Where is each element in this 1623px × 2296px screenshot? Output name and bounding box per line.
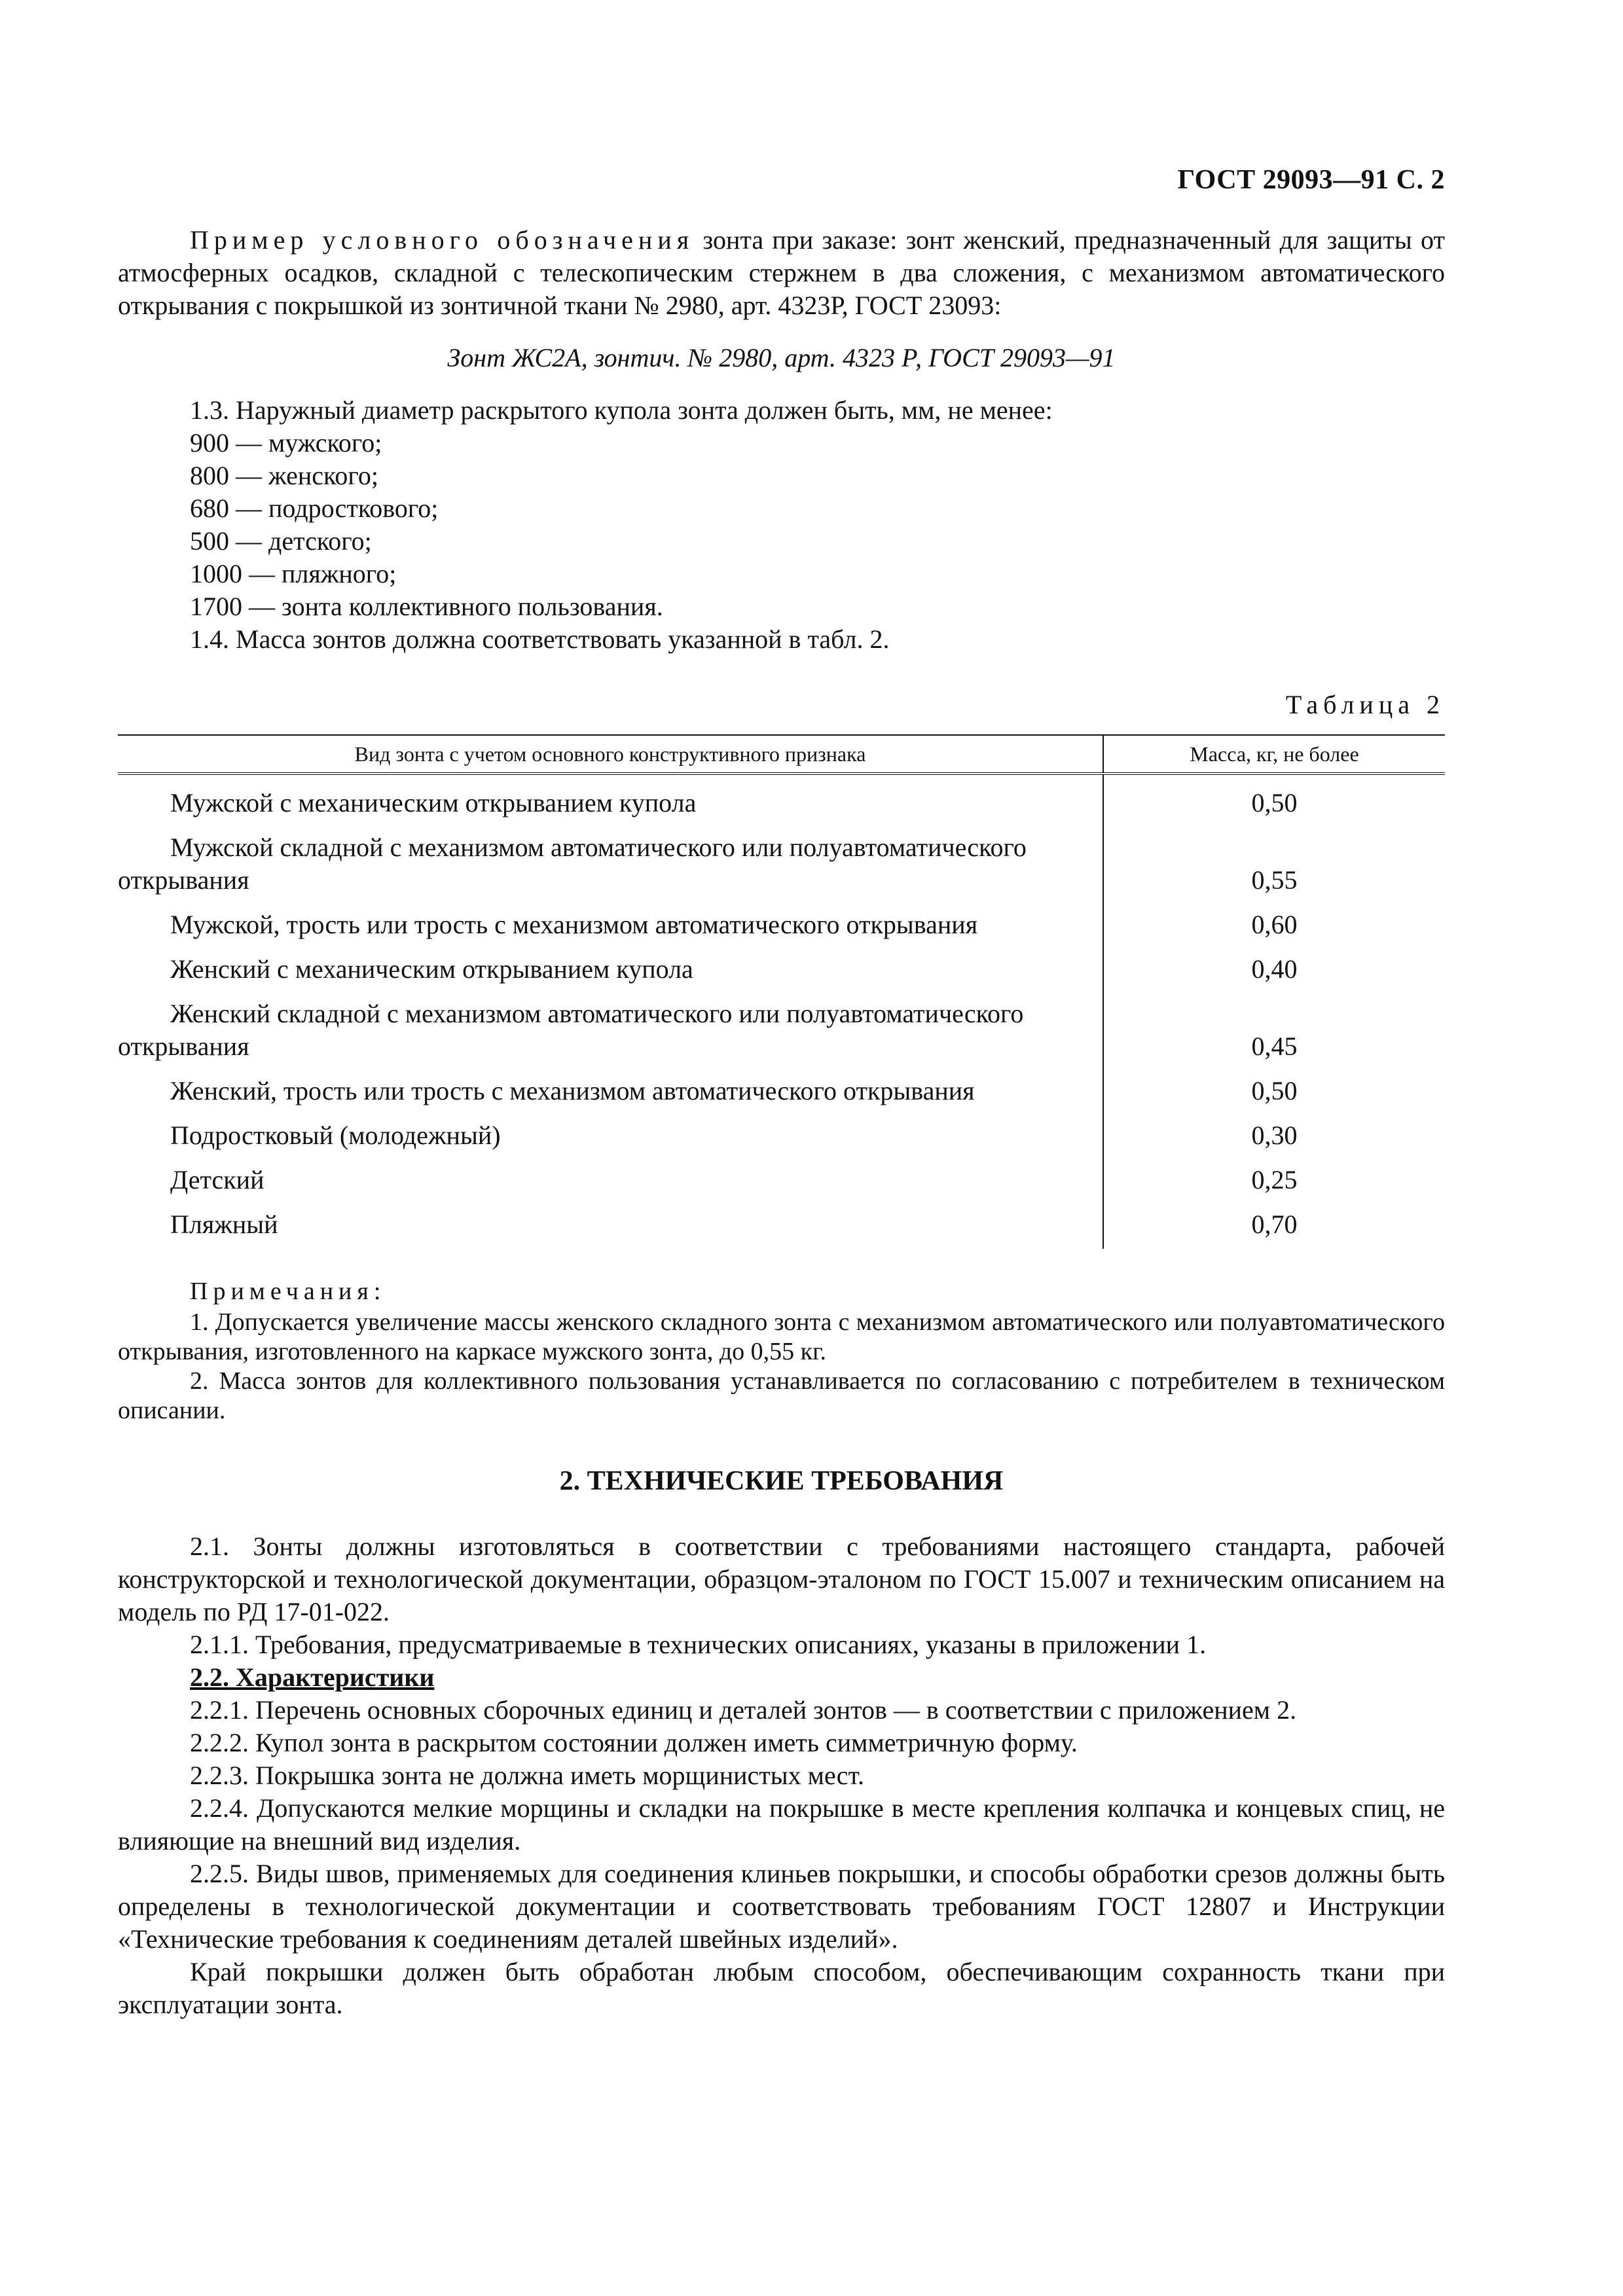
clause-2-2-5: 2.2.5. Виды швов, применяемых для соединения клиньев покрышки, и способы обработки срезов должны быть определены в технологической документации и соответствовать требованиям ГОСТ 12807 и Инструкции «Технические требования к соединениям деталей швейных изделий». [118,1859,1445,1954]
note-item: 2. Масса зонтов для коллективного пользования устанавливается по согласованию с потребителем в техническом описании. [118,1367,1445,1424]
diameter-item: 1700 — зонта коллективного пользования. [190,592,663,621]
umbrella-kind-cell: Женский складной с механизмом автоматического или полуавтоматического открывания [118,986,1103,1063]
diameter-list [118,427,1445,623]
mass-table [118,734,1445,1249]
table-row [118,986,1445,1063]
clause-2-2-3: 2.2.3. Покрышка зонта не должна иметь морщинистых мест. [190,1761,864,1790]
diameter-item: 900 — мужского; [190,428,382,457]
table-title: Таблица 2 [1285,690,1445,719]
mass-cell: 0,55 [1251,865,1298,895]
table-row [118,1152,1445,1196]
clause-2-1-1: 2.1.1. Требования, предусматриваемые в технических описаниях, указаны в приложении 1. [190,1630,1207,1659]
clause-2-2-2: 2.2.2. Купол зонта в раскрытом состоянии должен иметь симметричную форму. [190,1728,1078,1757]
running-head: ГОСТ 29093—91 С. 2 [1177,165,1445,195]
clause-2-2-4: 2.2.4. Допускаются мелкие морщины и складки на покрышке в месте крепления колпачка и концевых спиц, не влияющие на внешний вид изделия. [118,1793,1445,1856]
designation-example-paragraph [118,224,1445,322]
umbrella-kind-cell: Мужской, трость или трость с механизмом автоматического открывания [118,897,1103,941]
mass-cell: 0,40 [1251,954,1298,984]
clause-2-1: 2.1. Зонты должны изготовляться в соответствии с требованиями настоящего стандарта, рабочей конструкторской и технологической документации, образцом-эталоном по ГОСТ 15.007 и техническим описанием на модель по РД 17-01-022. [118,1532,1445,1626]
diameter-item: 500 — детского; [190,526,372,556]
mass-cell: 0,70 [1251,1210,1298,1239]
table-row [118,1063,1445,1107]
mass-cell: 0,60 [1251,910,1298,939]
clause-1-4: 1.4. Масса зонтов должна соответствовать указанной в табл. 2. [190,624,890,654]
table-row [118,819,1445,897]
table-row [118,1107,1445,1152]
umbrella-kind-cell: Мужской с механическим открыванием купола [118,774,1103,819]
diameter-item: 680 — подросткового; [190,493,439,523]
table-row [118,897,1445,941]
table-row [118,941,1445,986]
mass-cell: 0,30 [1251,1121,1298,1150]
umbrella-kind-cell: Подростковый (молодежный) [118,1107,1103,1152]
mass-cell: 0,50 [1251,1076,1298,1105]
umbrella-kind-cell: Пляжный [118,1196,1103,1249]
clause-2-2-1: 2.2.1. Перечень основных сборочных единиц и деталей зонтов — в соответствии с приложением 2. [190,1695,1297,1725]
table-header-row [118,735,1445,774]
diameter-item: 800 — женского; [190,461,378,490]
notes-title: Примечания: [190,1278,386,1305]
designation-formula: Зонт ЖС2А, зонтич. № 2980, арт. 4323 Р, ГОСТ 29093—91 [447,343,1116,372]
table-row [118,1196,1445,1249]
section-heading: 2. ТЕХНИЧЕСКИЕ ТРЕБОВАНИЯ [559,1466,1004,1496]
umbrella-kind-cell: Женский с механическим открыванием купола [118,941,1103,986]
mass-cell: 0,50 [1251,788,1298,817]
diameter-item: 1000 — пляжного; [190,559,397,588]
umbrella-kind-cell: Детский [118,1152,1103,1196]
note-item: 1. Допускается увеличение массы женского складного зонта с механизмом автоматического или полуавтоматического открывания, изготовленного на каркасе мужского зонта, до 0,55 кг. [118,1308,1445,1365]
mass-cell: 0,45 [1251,1031,1298,1061]
table-row [118,774,1445,819]
clause-1-3: 1.3. Наружный диаметр раскрытого купола зонта должен быть, мм, не менее: [190,395,1053,425]
umbrella-kind-cell: Женский, трость или трость с механизмом автоматического открывания [118,1063,1103,1107]
designation-example-lead: Пример условного обозначения [190,225,695,255]
column-header-kind: Вид зонта с учетом основного конструктивного признака [118,735,1103,774]
mass-cell: 0,25 [1251,1165,1298,1194]
clause-2-2-heading: 2.2. Характеристики [190,1662,435,1692]
document-page [118,164,1445,2021]
umbrella-kind-cell: Мужской складной с механизмом автоматического или полуавтоматического открывания [118,819,1103,897]
designation-example-text: зонта при заказе: зонт женский, предназначенный для защиты от атмосферных осадков, складной с телескопическим стержнем в два сложения, с механизмом автоматического открывания с покрышкой из зонтичной ткани № 2980, арт. 4323Р, ГОСТ 23093: [118,225,1445,320]
column-header-mass: Масса, кг, не более [1103,735,1445,774]
edge-finish-paragraph: Край покрышки должен быть обработан любым способом, обеспечивающим сохранность ткани при эксплуатации зонта. [118,1957,1445,2019]
